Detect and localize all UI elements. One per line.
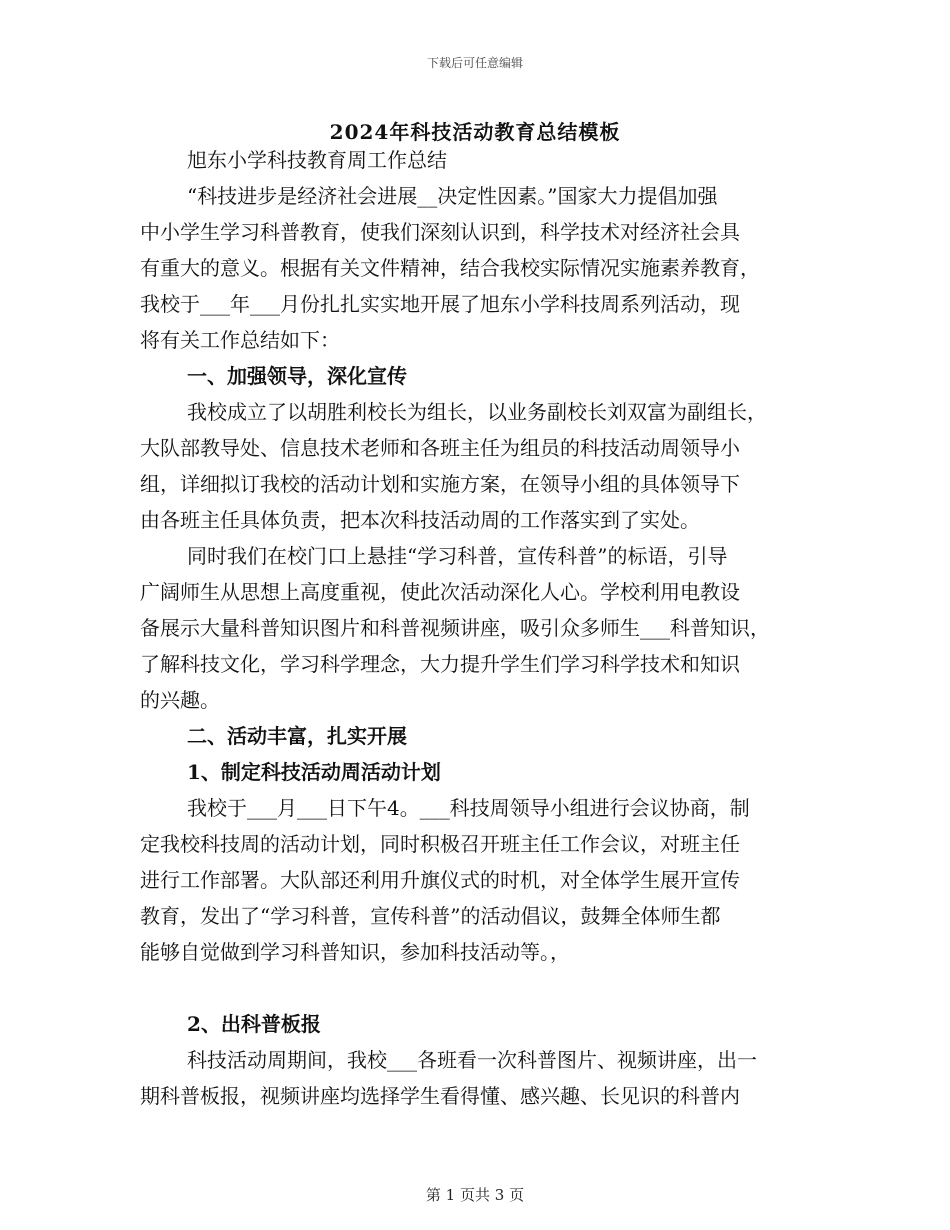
paragraph-line: 同时我们在校门口上悬挂“学习科普，宣传科普”的标语，引导 [187, 544, 728, 568]
paragraph-line: “科技进步是经济社会进展__决定性因素。”国家大力提倡加强 [187, 184, 718, 208]
document-title: 2024年科技活动教育总结模板 [329, 120, 621, 144]
subtitle-line: 旭东小学科技教育周工作总结 [187, 148, 447, 172]
paragraph-line: 的兴趣。 [140, 688, 220, 712]
blank-line [140, 970, 820, 1006]
section-heading: 一、加强领导，深化宣传 [187, 364, 407, 388]
subsection-heading: 2、出科普板报 [187, 1012, 321, 1036]
page-header: 下载后可任意编辑 [426, 56, 523, 70]
paragraph-line: 广阔师生从思想上高度重视，使此次活动深化人心。学校利用电教设 [140, 580, 740, 604]
paragraph-line: 中小学生学习科普教育，使我们深刻认识到，科学技术对经济社会具 [140, 220, 740, 244]
subsection-heading: 1、制定科技活动周活动计划 [187, 760, 441, 784]
paragraph-line: 定我校科技周的活动计划，同时积极召开班主任工作会议，对班主任 [140, 832, 740, 856]
paragraph-line: 将有关工作总结如下： [140, 328, 340, 352]
paragraph-line: 教育，发出了“学习科普，宣传科普”的活动倡议，鼓舞全体师生都 [140, 904, 721, 928]
paragraph-line: 了解科技文化，学习科学理念，大力提升学生们学习科学技术和知识 [140, 652, 740, 676]
paragraph-line: 我校于___年___月份扎扎实实地开展了旭东小学科技周系列活动，现 [140, 292, 740, 316]
paragraph-line: 备展示大量科普知识图片和科普视频讲座，吸引众多师生___科普知识， [140, 616, 770, 640]
paragraph-line: 期科普板报，视频讲座均选择学生看得懂、感兴趣、长见识的科普内 [140, 1084, 740, 1108]
paragraph-line: 大队部教导处、信息技术老师和各班主任为组员的科技活动周领导小 [140, 436, 740, 460]
document-body [140, 142, 820, 1114]
paragraph-line: 组，详细拟订我校的活动计划和实施方案，在领导小组的具体领导下 [140, 472, 740, 496]
section-heading: 二、活动丰富，扎实开展 [187, 724, 407, 748]
paragraph-line: 进行工作部署。大队部还利用升旗仪式的时机，对全体学生展开宣传 [140, 868, 740, 892]
paragraph-line: 科技活动周期间，我校___各班看一次科普图片、视频讲座，出一 [187, 1048, 757, 1072]
paragraph-line: 能够自觉做到学习科普知识，参加科技活动等。， [140, 940, 570, 964]
paragraph-line: 我校于___月___日下午4。___科技周领导小组进行会议协商，制 [187, 796, 750, 820]
paragraph-line: 我校成立了以胡胜利校长为组长，以业务副校长刘双富为副组长， [187, 400, 767, 424]
page-footer: 第 1 页共 3 页 [425, 1186, 525, 1204]
paragraph-line: 有重大的意义。根据有关文件精神，结合我校实际情况实施素养教育， [140, 256, 760, 280]
paragraph-line: 由各班主任具体负责，把本次科技活动周的工作落实到了实处。 [140, 508, 700, 532]
